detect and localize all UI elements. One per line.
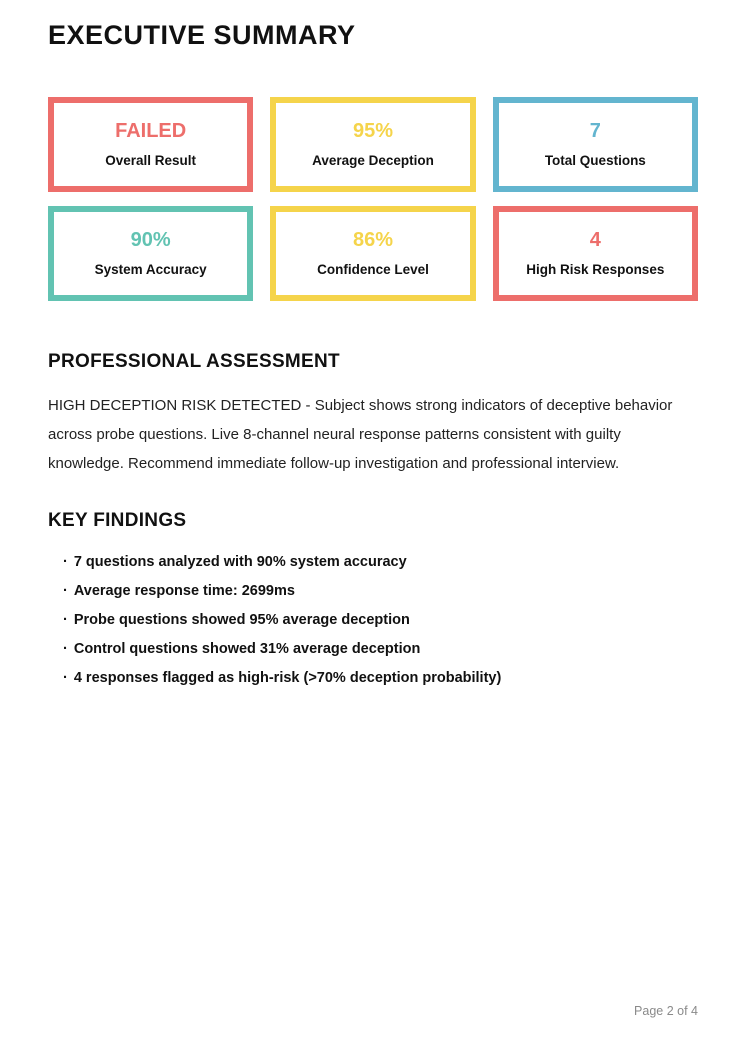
stat-card-value: 4 (589, 229, 601, 252)
bullet-dot: · (63, 554, 68, 570)
key-findings-list (48, 554, 698, 686)
key-finding-item (63, 641, 698, 657)
stat-card-value: 86% (352, 229, 393, 252)
key-finding-item (63, 670, 698, 686)
key-finding-text: Probe questions showed 95% average deception (73, 612, 410, 628)
stat-card (270, 97, 475, 192)
key-finding-text: 7 questions analyzed with 90% system accuracy (73, 554, 407, 570)
summary-cards-grid (48, 97, 698, 301)
stat-card-label: System Accuracy (94, 262, 207, 278)
key-finding-text: Control questions showed 31% average deception (73, 641, 421, 657)
bullet-dot: · (63, 583, 68, 599)
stat-card-value: FAILED (115, 120, 187, 143)
stat-card-value: 90% (130, 229, 171, 252)
assessment-heading: PROFESSIONAL ASSESSMENT (48, 351, 340, 372)
key-finding-text: Average response time: 2699ms (73, 583, 295, 599)
stat-card-label: Overall Result (105, 153, 197, 169)
stat-card-label: Total Questions (544, 153, 646, 169)
stat-card (493, 97, 698, 192)
stat-card (48, 97, 253, 192)
key-findings-heading: KEY FINDINGS (48, 510, 187, 531)
stat-card (48, 206, 253, 301)
bullet-dot: · (63, 641, 68, 657)
stat-card (270, 206, 475, 301)
bullet-dot: · (63, 670, 68, 686)
key-finding-text: 4 responses flagged as high-risk (>70% deception probability) (73, 670, 502, 686)
stat-card-label: Confidence Level (317, 262, 429, 278)
stat-card-value: 7 (589, 120, 601, 143)
assessment-body-text: HIGH DECEPTION RISK DETECTED - Subject shows strong indicators of deceptive behavior across probe questions. Live 8-channel neural response patterns consistent with guilty knowledge. Recommend immediate follow-up investigation and professional interview. (48, 397, 673, 472)
page-title: EXECUTIVE SUMMARY (48, 20, 356, 50)
bullet-dot: · (63, 612, 68, 628)
key-finding-item (63, 554, 698, 570)
key-finding-item (63, 583, 698, 599)
stat-card (493, 206, 698, 301)
stat-card-label: Average Deception (312, 153, 434, 169)
page-number: Page 2 of 4 (634, 1004, 698, 1018)
stat-card-label: High Risk Responses (526, 262, 665, 278)
key-finding-item (63, 612, 698, 628)
stat-card-value: 95% (352, 120, 393, 143)
